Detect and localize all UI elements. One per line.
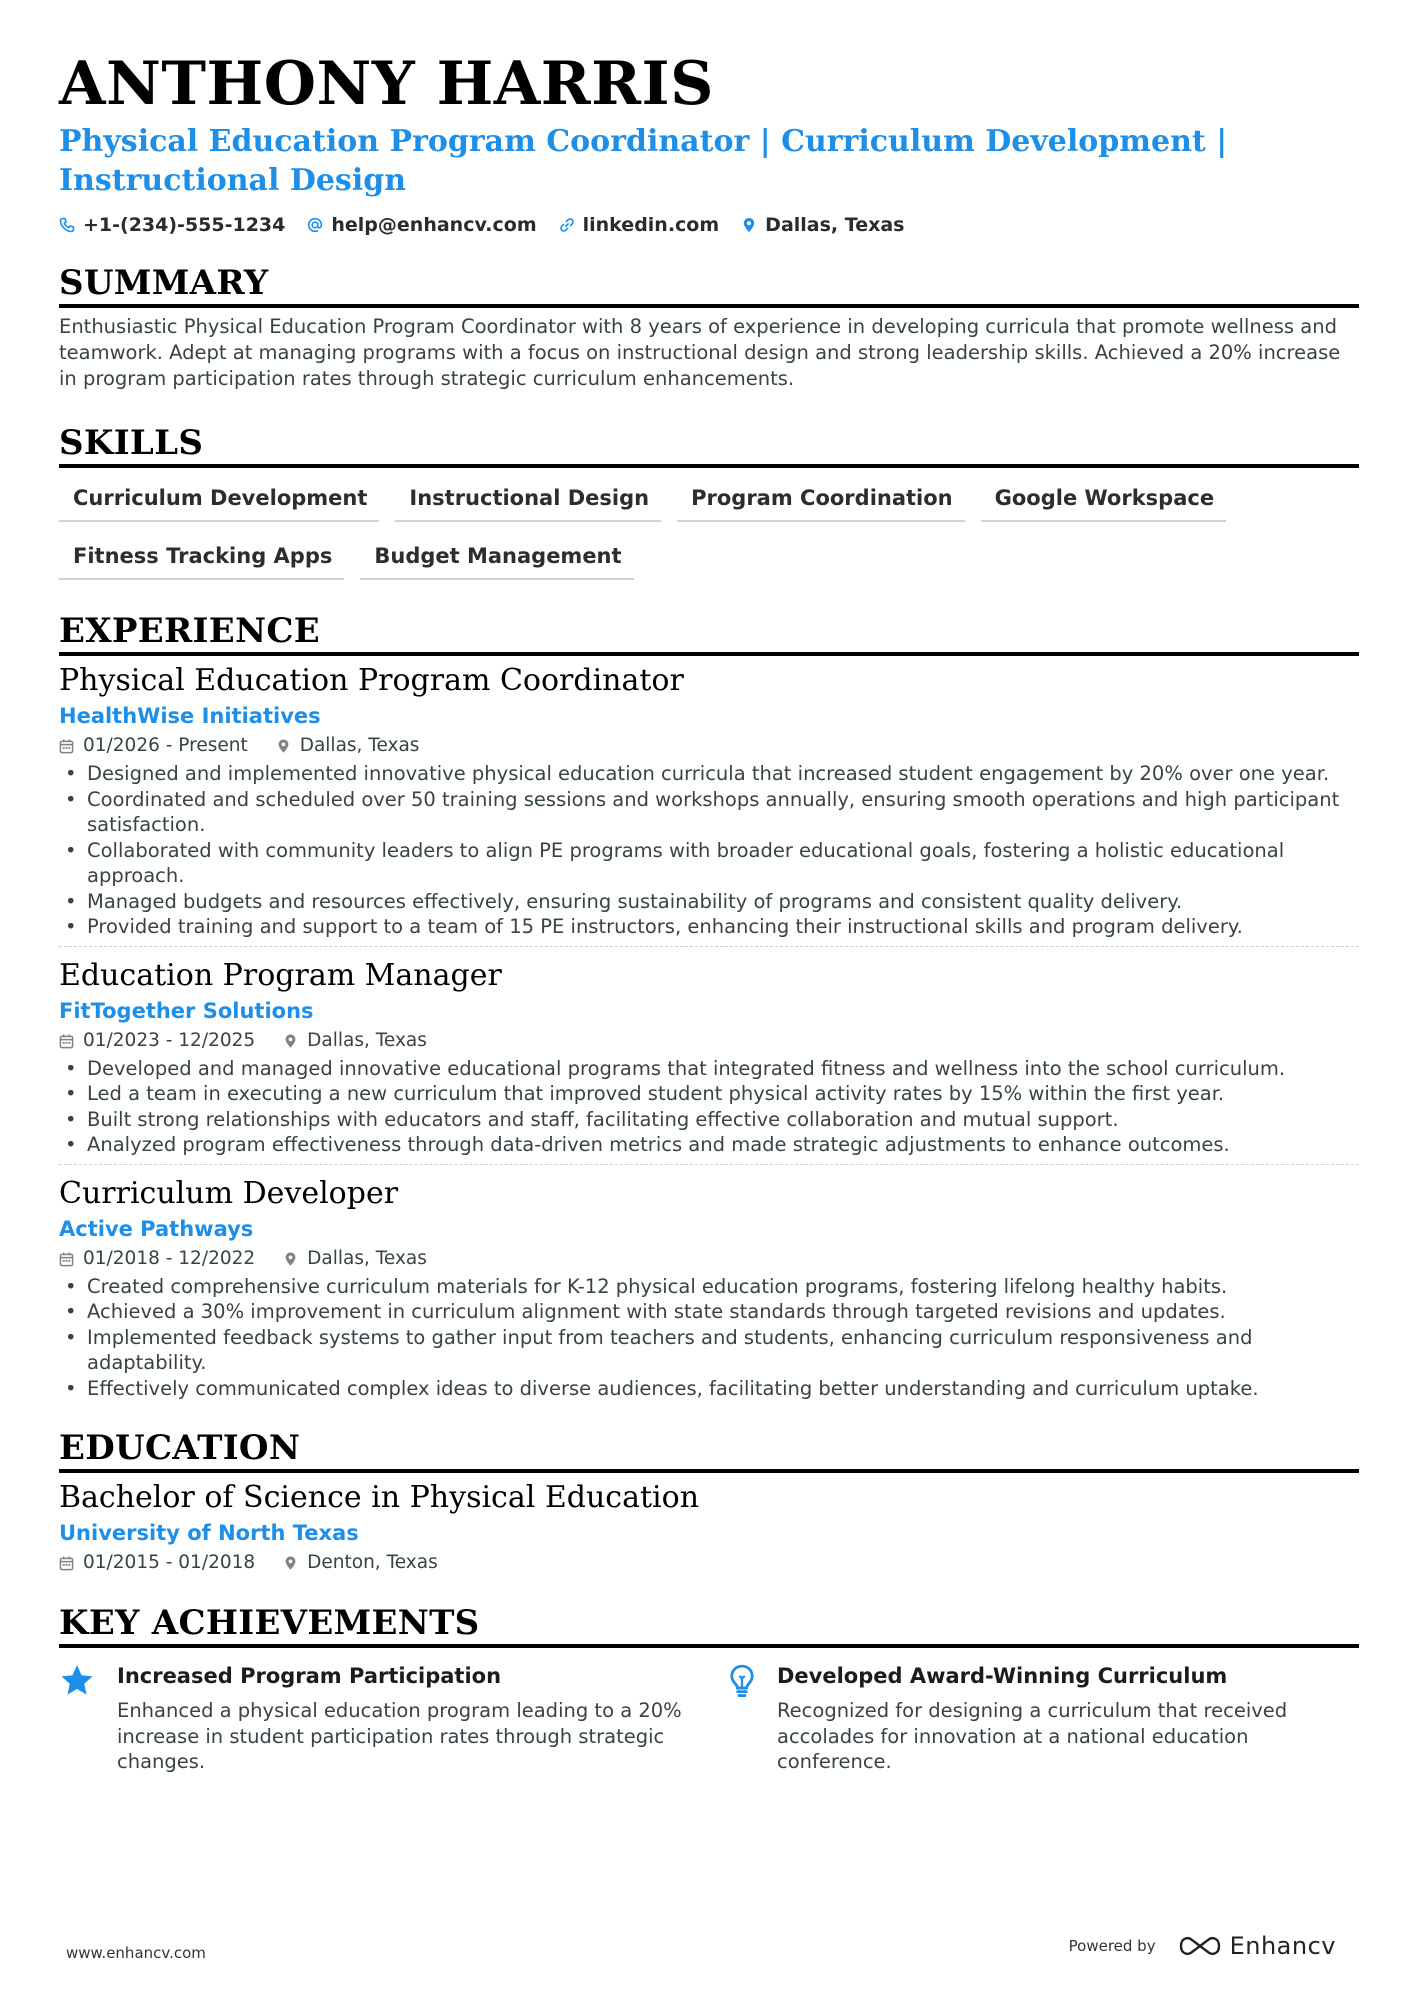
job-bullets [59,761,1359,940]
lightbulb-icon [729,1662,755,1775]
achievements-heading: KEY ACHIEVEMENTS [59,1602,1359,1648]
experience-section [59,610,1359,1401]
powered-by-label: Powered by [1068,1937,1156,1955]
email-text: help@enhancv.com [331,214,537,236]
achievement-title: Increased Program Participation [117,1664,502,1688]
job-dates: 01/2018 - 12/2022 [59,1246,255,1272]
summary-text: Enthusiastic Physical Education Program Coordinator with 8 years of experience in developing curricula that promote wellness and teamwork. Adept at managing programs with a focus on instructional design and strong leadership skills. Achieved a 20% increase in program participation rates through strategic curriculum enhancements. [59,315,1341,390]
skill-tag: Program Coordination [677,480,965,522]
location-pin-icon [276,738,291,754]
skill-tag: Google Workspace [981,480,1226,522]
job-meta [59,1246,1359,1272]
education-dates: 01/2015 - 01/2018 [59,1550,255,1576]
list-item: • Implemented feedback systems to gather input from teachers and students, enhancing curriculum responsiveness and adaptability. [59,1325,1359,1376]
job-title: Physical Education Program Coordinator [59,663,684,698]
achievement-desc: Enhanced a physical education program leading to a 20% increase in student participation rates through strategic changes. [117,1699,682,1773]
summary-heading: SUMMARY [59,262,1359,308]
footer-branding [1069,1932,1336,1960]
achievements-section [59,1602,1359,1775]
resume-page [59,48,1359,1775]
divider [59,946,1359,947]
location-pin-icon [283,1555,298,1571]
contact-location [741,214,904,236]
education-meta [59,1550,1359,1576]
skills-heading: SKILLS [59,422,1359,468]
candidate-name: ANTHONY HARRIS [59,49,714,119]
calendar-icon [59,1251,74,1267]
skill-tag: Curriculum Development [59,480,379,522]
experience-heading: EXPERIENCE [59,610,1359,656]
list-item: • Analyzed program effectiveness through data-driven metrics and made strategic adjustments to enhance outcomes. [59,1132,1359,1158]
skill-tag: Instructional Design [395,480,661,522]
calendar-icon [59,1555,74,1571]
achievement-desc: Recognized for designing a curriculum that received accolades for innovation at a national education conference. [777,1699,1288,1773]
location-pin-icon [283,1033,298,1049]
company-name: FitTogether Solutions [59,998,314,1023]
job-bullets [59,1274,1359,1402]
job-dates: 01/2026 - Present [59,733,248,759]
job-dates: 01/2023 - 12/2025 [59,1028,255,1054]
job-entry [59,957,1359,1158]
calendar-icon [59,738,74,754]
job-location: Dallas, Texas [283,1246,427,1272]
job-title: Curriculum Developer [59,1175,399,1211]
school-name: University of North Texas [59,1521,359,1545]
list-item: • Managed budgets and resources effectively, ensuring sustainability of programs and consistent quality delivery. [59,889,1359,915]
phone-icon [59,217,75,233]
phone-text: +1-(234)-555-1234 [83,214,286,236]
candidate-title: Physical Education Program Coordinator | Curriculum Development | Instructional Design [59,124,1228,198]
job-entry [59,1175,1359,1402]
location-pin-icon [741,217,757,233]
job-meta [59,733,1359,759]
job-location: Dallas, Texas [276,733,420,759]
calendar-icon [59,1033,74,1049]
list-item: • Collaborated with community leaders to align PE programs with broader educational goals, fostering a holistic educational approach. [59,838,1359,889]
brand-name: Enhancv [1229,1932,1336,1960]
star-icon [59,1662,95,1775]
list-item: • Effectively communicated complex ideas to diverse audiences, facilitating better understanding and curriculum uptake. [59,1376,1359,1402]
contact-email[interactable] [307,214,536,236]
list-item: • Achieved a 30% improvement in curriculum alignment with state standards through targeted revisions and updates. [59,1299,1359,1325]
location-pin-icon [283,1251,298,1267]
skills-section [59,422,1359,580]
education-entry [59,1479,1359,1576]
degree-title: Bachelor of Science in Physical Education [59,1480,700,1515]
contact-row [59,214,1359,236]
contact-phone[interactable] [59,214,285,236]
achievements-grid [59,1662,1359,1775]
divider [59,1164,1359,1165]
list-item: • Designed and implemented innovative physical education curricula that increased student engagement by 20% over one year. [59,761,1359,787]
skills-list [59,480,1359,580]
brand-logo[interactable] [1178,1932,1336,1960]
enhancv-logo-icon [1178,1935,1222,1957]
job-location: Dallas, Texas [283,1028,427,1054]
list-item: • Coordinated and scheduled over 50 training sessions and workshops annually, ensuring smooth operations and high participant satisfaction. [59,787,1359,838]
company-name: HealthWise Initiatives [59,704,321,728]
list-item: • Provided training and support to a team of 15 PE instructors, enhancing their instructional skills and program delivery. [59,914,1359,940]
list-item: • Created comprehensive curriculum materials for K-12 physical education programs, fostering lifelong healthy habits. [59,1274,1359,1300]
summary-section [59,262,1359,392]
list-item: • Led a team in executing a new curriculum that improved student physical activity rates by 15% within the first year. [59,1081,1359,1107]
skill-tag: Fitness Tracking Apps [59,538,344,580]
link-icon [559,217,575,233]
education-heading: EDUCATION [59,1427,1359,1473]
job-entry [59,662,1359,940]
list-item: • Developed and managed innovative educational programs that integrated fitness and wellness into the school curriculum. [59,1056,1359,1082]
linkedin-text: linkedin.com [582,214,720,236]
achievement-item [59,1662,689,1775]
location-text: Dallas, Texas [765,214,905,236]
list-item: • Built strong relationships with educators and staff, facilitating effective collaboration and mutual support. [59,1107,1359,1133]
achievement-item [729,1662,1359,1775]
achievement-title: Developed Award-Winning Curriculum [777,1664,1228,1688]
education-location: Denton, Texas [283,1550,438,1576]
skill-tag: Budget Management [360,538,633,580]
footer-website[interactable]: www.enhancv.com [66,1944,206,1962]
education-section [59,1427,1359,1576]
contact-linkedin[interactable] [559,214,720,236]
job-meta [59,1028,1359,1054]
at-icon [307,217,323,233]
job-bullets [59,1056,1359,1158]
job-title: Education Program Manager [59,957,502,993]
company-name: Active Pathways [59,1216,254,1241]
